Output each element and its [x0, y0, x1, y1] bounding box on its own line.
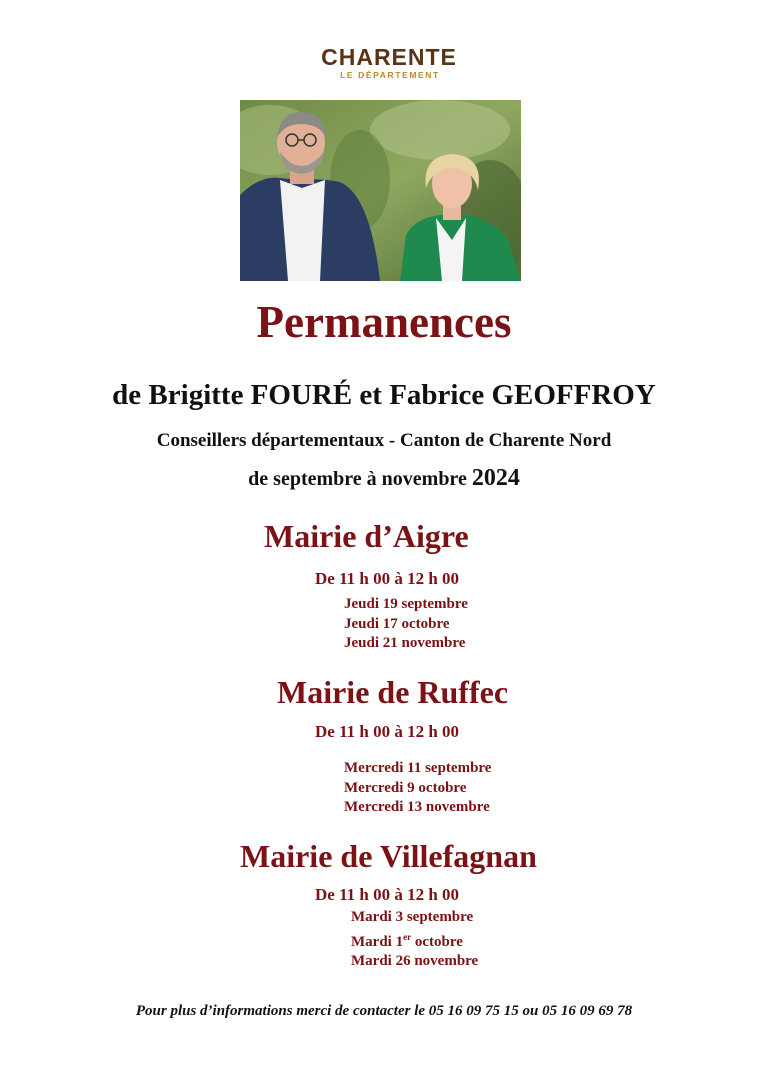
- page-title: Permanences: [256, 297, 512, 347]
- date-ordinal: er: [403, 931, 412, 942]
- date-item: Jeudi 19 septembre: [344, 596, 468, 612]
- date-day: Mardi 1: [351, 933, 404, 950]
- date-item: Mercredi 13 novembre: [344, 799, 490, 815]
- subtitle: Conseillers départementaux - Canton de Charente Nord: [156, 430, 612, 451]
- venue-hours-aigre: De 11 h 00 à 12 h 00: [315, 569, 460, 588]
- date-item: Mardi 26 novembre: [351, 953, 479, 969]
- venue-title-aigre: Mairie d’Aigre: [264, 518, 469, 554]
- date-month: octobre: [411, 933, 463, 950]
- logo-wordmark: CHARENTE: [321, 44, 457, 70]
- period-text: de septembre à novembre: [248, 468, 467, 490]
- date-item: Mardi 3 septembre: [351, 909, 474, 925]
- portrait-photo: [240, 100, 521, 281]
- venue-title-ruffec: Mairie de Ruffec: [277, 674, 509, 710]
- date-item: Jeudi 21 novembre: [344, 635, 466, 651]
- date-item: Jeudi 17 octobre: [344, 615, 450, 632]
- venue-dates-ruffec: [344, 759, 491, 818]
- councillor-names: de Brigitte FOURÉ et Fabrice GEOFFROY: [112, 379, 656, 411]
- venue-dates-villefagnan: [351, 908, 478, 972]
- date-item: Mercredi 9 octobre: [344, 779, 467, 796]
- venue-hours-ruffec: De 11 h 00 à 12 h 00: [315, 722, 460, 741]
- period: [0, 465, 768, 492]
- period-year: 2024: [471, 465, 520, 491]
- venue-title-villefagnan: Mairie de Villefagnan: [240, 838, 537, 874]
- date-item: Mercredi 11 septembre: [344, 760, 492, 776]
- venue-hours-villefagnan: De 11 h 00 à 12 h 00: [315, 885, 460, 904]
- contact-footer: Pour plus d’informations merci de contacter le 05 16 09 75 15 ou 05 16 09 69 78: [135, 1003, 633, 1019]
- charente-logo: [0, 44, 768, 80]
- logo-tagline: LE DÉPARTEMENT: [340, 70, 440, 80]
- date-item: [351, 928, 478, 953]
- venue-dates-aigre: [344, 595, 468, 654]
